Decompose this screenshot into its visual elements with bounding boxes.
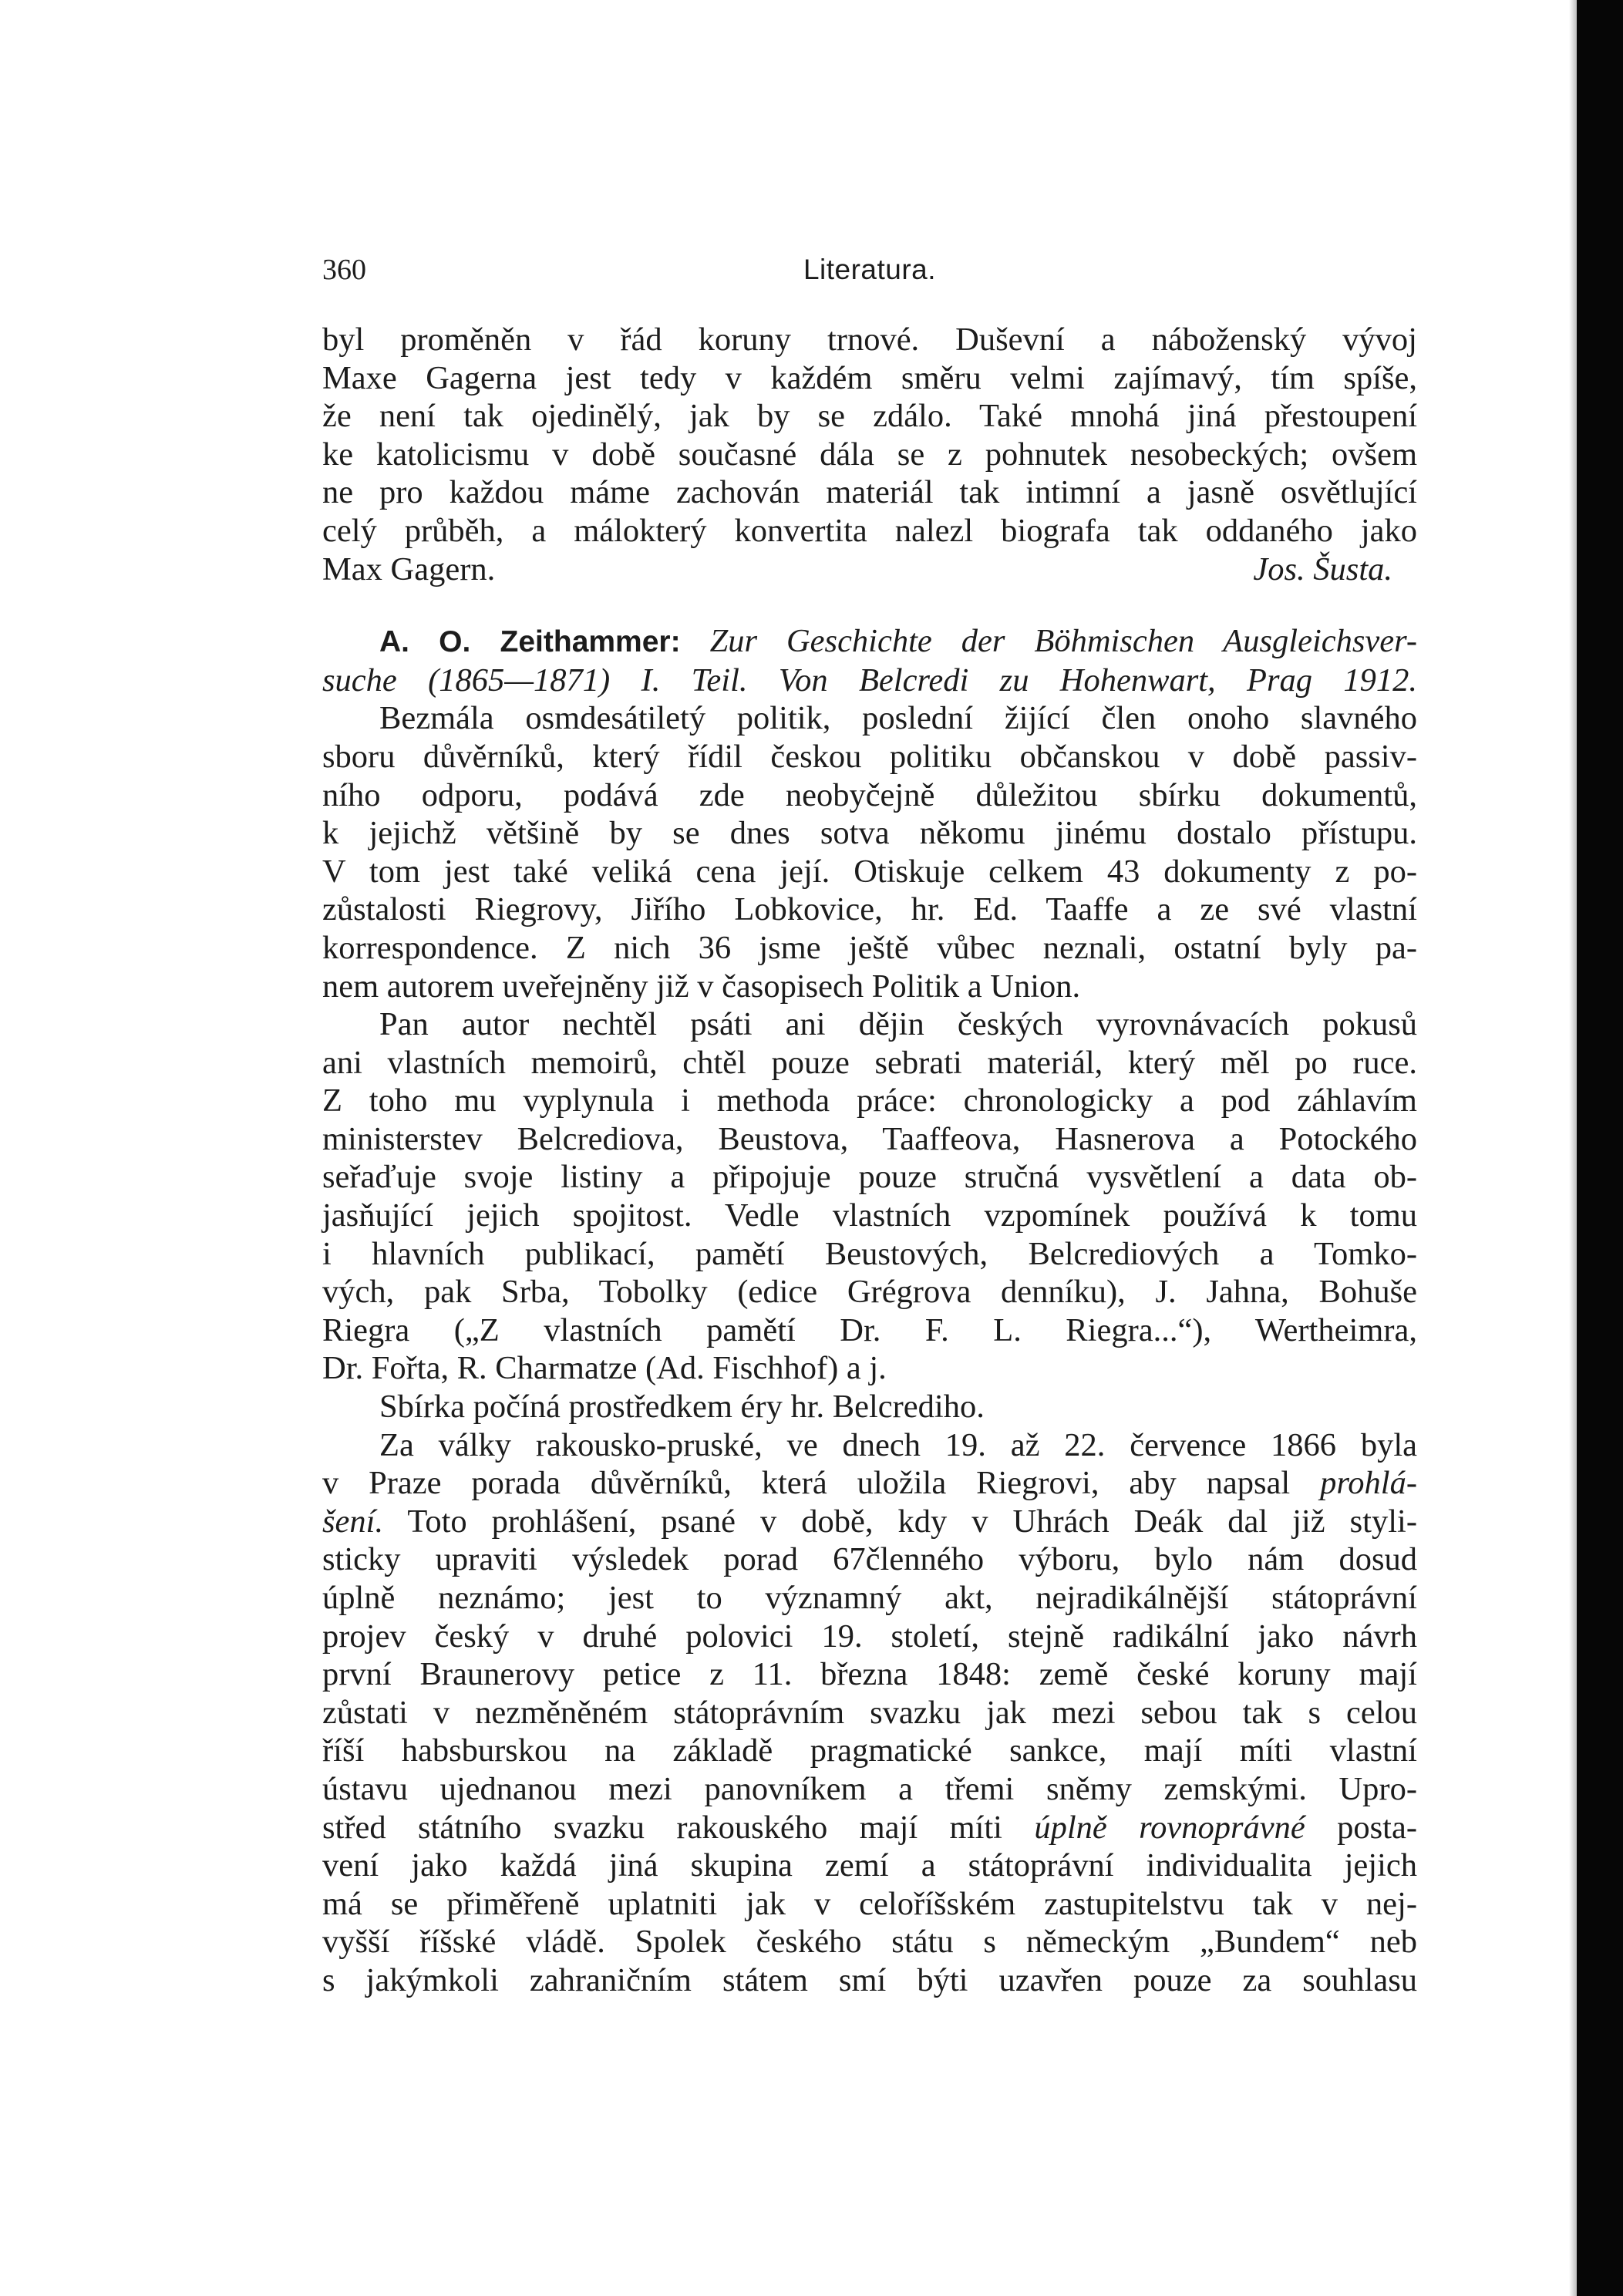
running-head — [322, 247, 1417, 293]
review-heading-line — [322, 662, 1417, 700]
text-line: nem autorem uveřejněny již v časopisech Politik a Union. — [322, 968, 1081, 1005]
text-line: ne pro každou máme zachován materiál tak intimní a jasně osvětlující — [322, 474, 1417, 511]
text-line: Z toho mu vyplynula i methoda práce: chronologicky a pod záhlavím — [322, 1082, 1417, 1119]
text-line: Pan autor nechtěl psáti ani dějin českých vyrovnávacích pokusů — [379, 1006, 1417, 1043]
section-gap — [322, 588, 1417, 622]
text-line: V tom jest také veliká cena její. Otiskuje celkem 43 dokumenty z po- — [322, 853, 1417, 890]
text-line: ústavu ujednanou mezi panovníkem a třemi sněmy zemskými. Upro- — [322, 1770, 1417, 1807]
text-line: vyšší říšské vládě. Spolek českého státu s německým „Bundem“ neb — [322, 1924, 1417, 1961]
page-text — [322, 321, 1417, 2000]
review-title-part: Zur Geschichte der Böhmischen Ausgleichsver- — [709, 623, 1418, 660]
text-line: říší habsburskou na základě pragmatické sankce, mají míti vlastní — [322, 1732, 1417, 1769]
text-line: seřaďuje svoje listiny a připojuje pouze stručná vysvětlení a data ob- — [322, 1159, 1417, 1196]
text-line: že není tak ojedinělý, jak by se zdálo. Také mnohá jiná přestoupení — [322, 398, 1417, 435]
text-line: Sbírka počíná prostředkem éry hr. Belcrediho. — [379, 1389, 985, 1426]
text-line: k jejichž většině by se dnes sotva někomu jinému dostalo přístupu. — [322, 815, 1417, 852]
emphasis: prohlá- — [1320, 1465, 1418, 1502]
emphasis: úplně rovnoprávné — [1034, 1809, 1305, 1846]
paragraph — [322, 1426, 1417, 2000]
text-line: Riegra („Z vlastních pamětí Dr. F. L. Riegra...“), Wertheimra, — [322, 1311, 1417, 1348]
text-line: první Braunerovy petice z 11. března 1848: země české koruny mají — [322, 1656, 1417, 1693]
text-line: vení jako každá jiná skupina zemí a státoprávní individualita jejich — [322, 1847, 1417, 1884]
text-line: ministerstev Belcrediova, Beustova, Taaffeova, Hasnerova a Potockého — [322, 1120, 1417, 1157]
text-line: úplně neznámo; jest to významný akt, nejradikálnější státoprávní — [322, 1580, 1417, 1616]
paragraph — [322, 1388, 1417, 1426]
text-line: Dr. Fořta, R. Charmatze (Ad. Fischhof) a j. — [322, 1350, 887, 1387]
paragraph — [322, 699, 1417, 1005]
scan-border — [1577, 0, 1623, 2296]
text-line: i hlavních publikací, pamětí Beustových, Belcrediových a Tomko- — [322, 1235, 1417, 1272]
text-line: zůstati v nezměněném státoprávním svazku jak mezi sebou tak s celou — [322, 1694, 1417, 1731]
review-author: A. O. Zeithammer: — [379, 625, 681, 659]
text-line: jasňující jejich spojitost. Vedle vlastních vzpomínek používá k tomu — [322, 1197, 1417, 1234]
text-run: posta- — [1337, 1809, 1418, 1846]
text-line: zůstalosti Riegrovy, Jiřího Lobkovice, hr. Ed. Taaffe a ze své vlastní — [322, 891, 1417, 928]
previous-review — [322, 321, 1417, 588]
reviewer-name: Jos. Šusta. — [1253, 550, 1392, 587]
page-number: 360 — [322, 254, 366, 286]
text-line: sticky upraviti výsledek porad 67členného výboru, bylo nám dosud — [322, 1541, 1417, 1578]
review-heading — [322, 622, 1417, 699]
text-line: má se přiměřeně uplatniti jak v celoříšském zastupitelstvu tak v nej- — [322, 1885, 1417, 1922]
text-line: Bezmála osmdesátiletý politik, poslední žijící člen onoho slavného — [379, 700, 1417, 737]
text-line: sboru důvěrníků, který řídil českou politiku občanskou v době passiv- — [322, 738, 1417, 775]
text-line: celý průběh, a málokterý konvertita nalezl biografa tak oddaného jako — [322, 512, 1417, 549]
paragraph — [322, 1005, 1417, 1388]
emphasis: šení. — [322, 1503, 384, 1540]
text-line — [322, 1464, 1417, 1503]
text-line: Maxe Gagerna jest tedy v každém směru velmi zajímavý, tím spíše, — [322, 359, 1417, 396]
text-line: ke katolicismu v době současné dála se z pohnutek nesobeckých; ovšem — [322, 436, 1417, 473]
text-line — [322, 1503, 1417, 1541]
text-line: vých, pak Srba, Tobolky (edice Grégrova denníku), J. Jahna, Bohuše — [322, 1274, 1417, 1311]
text-line: ního odporu, podává zde neobyčejně důležitou sbírku dokumentů, — [322, 776, 1417, 813]
text-line: ani vlastních memoirů, chtěl pouze sebrati materiál, který měl po ruce. — [322, 1044, 1417, 1081]
running-title: Literatura. — [803, 254, 937, 285]
text-line: byl proměněn v řád koruny trnové. Duševní a náboženský vývoj — [322, 322, 1417, 358]
text-line: s jakýmkoli zahraničním státem smí býti uzavřen pouze za souhlasu — [322, 1961, 1417, 1998]
text-line: Za války rakousko-pruské, ve dnech 19. až 22. července 1866 byla — [379, 1426, 1417, 1463]
signature-line — [322, 550, 1417, 589]
text-run: Toto prohlášení, psané v době, kdy v Uhrách Deák dal již styli- — [407, 1503, 1417, 1540]
text-line: projev český v druhé polovici 19. století, stejně radikální jako návrh — [322, 1618, 1417, 1655]
scan-border-shadow — [1569, 0, 1577, 2296]
text-line: Max Gagern. — [322, 550, 496, 587]
text-run: v Praze porada důvěrníků, která uložila Riegrovi, aby napsal — [322, 1465, 1291, 1502]
review-heading-line — [322, 622, 1417, 662]
text-line: korrespondence. Z nich 36 jsme ještě vůbec neznali, ostatní byly pa- — [322, 929, 1417, 966]
text-line — [322, 1809, 1417, 1847]
book-page — [322, 247, 1417, 2000]
review-title-part: suche (1865—1871) I. Teil. Von Belcredi zu Hohenwart, Prag 1912. — [322, 662, 1417, 699]
text-run: střed státního svazku rakouského mají míti — [322, 1809, 1002, 1846]
